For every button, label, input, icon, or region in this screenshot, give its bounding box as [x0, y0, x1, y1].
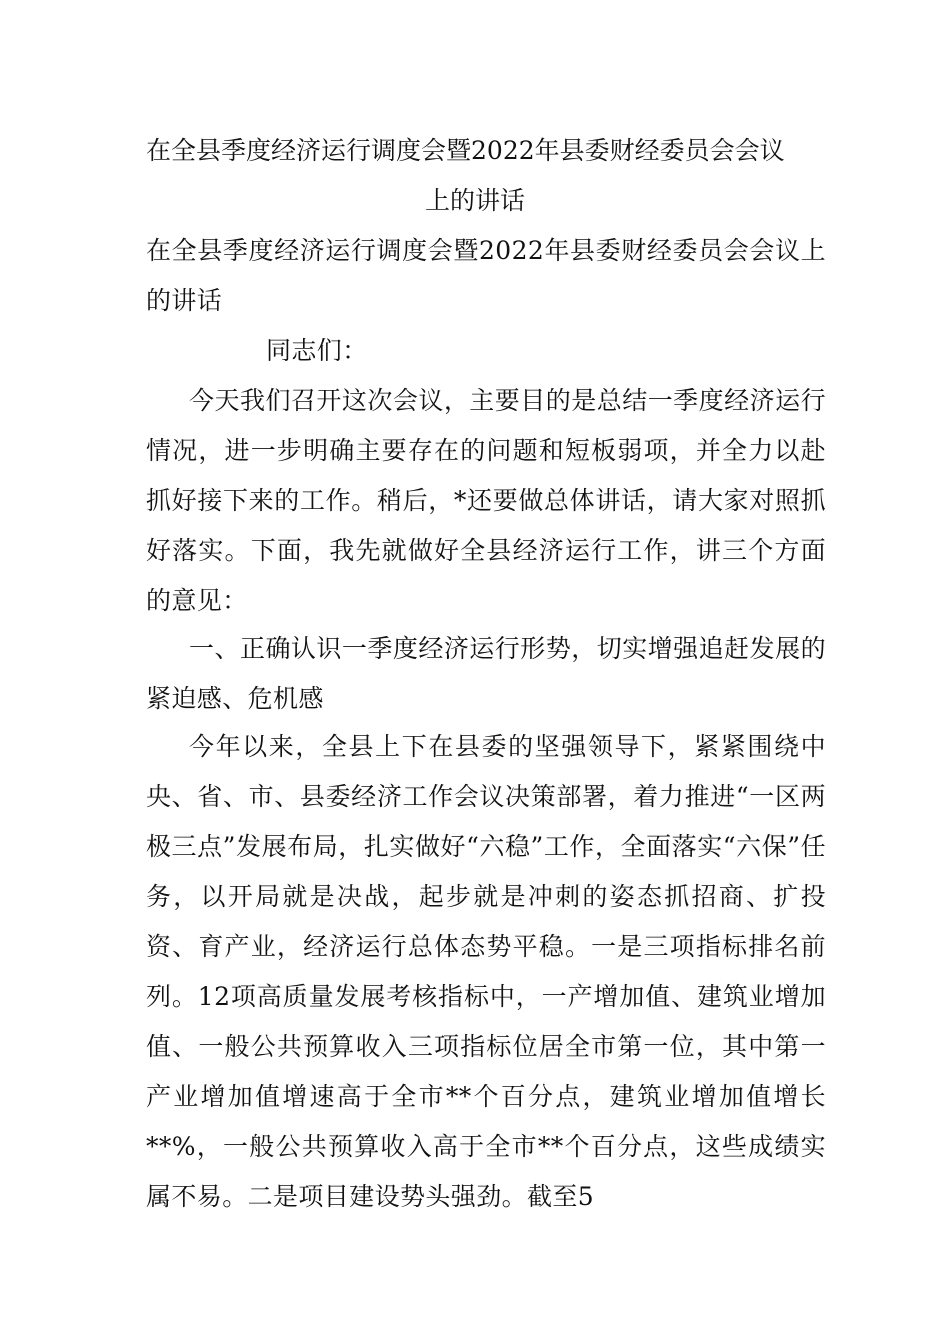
document-title-line-1: 在全县季度经济运行调度会暨2022年县委财经委员会会议	[146, 136, 785, 165]
paragraph-economy: 今年以来，全县上下在县委的坚强领导下，紧紧围绕中央、省、市、县委经济工作会议决策部署，着力推进“一区两极三点”发展布局，扎实做好“六稳”工作，全面落实“六保”任务，以开局就是决战，起步就是冲刺的姿态抓招商、扩投资、育产业，经济运行总体态势平稳。一是三项指标排名前列。12项高质量发展考核指标中，一产增加值、建筑业增加值、一般公共预算收入三项指标位居全市第一位，其中第一产业增加值增速高于全市**个百分点，建筑业增加值增长**%，一般公共预算收入高于全市**个百分点，这些成绩实属不易。二是项目建设势头强劲。截至5	[146, 732, 826, 1211]
document-title-line-2: 上的讲话	[424, 186, 525, 215]
section-heading-1: 一、正确认识一季度经济运行形势，切实增强追赶发展的紧迫感、危机感	[146, 634, 826, 713]
paragraph-intro: 今天我们召开这次会议，主要目的是总结一季度经济运行情况，进一步明确主要存在的问题和短板弱项，并全力以赴抓好接下来的工作。稍后，*还要做总体讲话，请大家对照抓好落实。下面，我先就做好全县经济运行工作，讲三个方面的意见：	[146, 386, 826, 615]
greeting: 同志们：	[266, 336, 368, 365]
document-subtitle: 在全县季度经济运行调度会暨2022年县委财经委员会会议上的讲话	[146, 236, 826, 315]
